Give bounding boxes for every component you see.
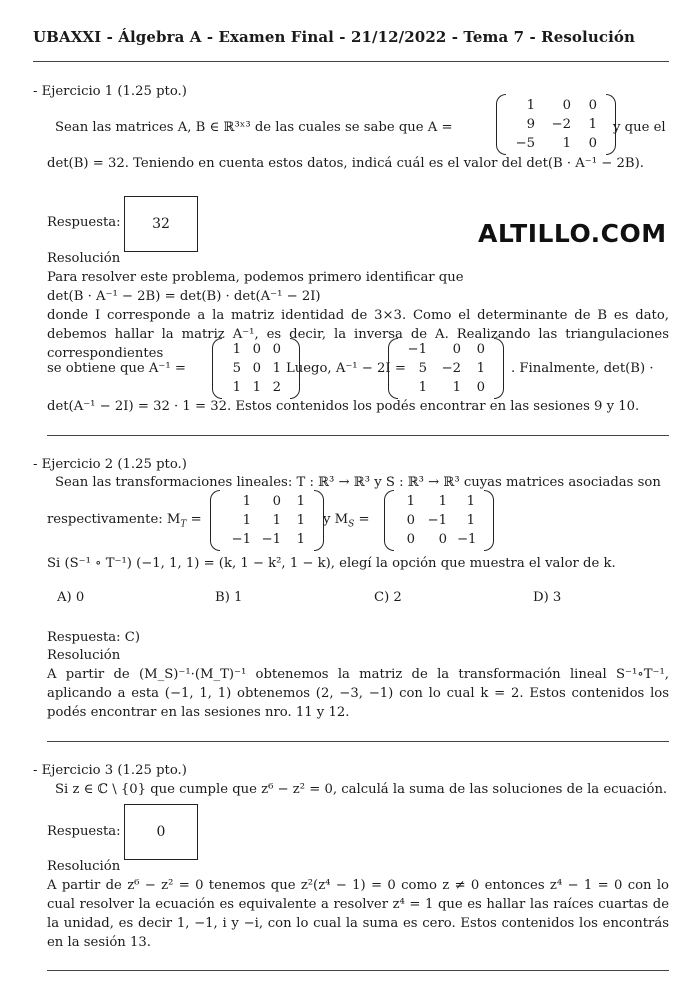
- matrix-a-inverse-minus-2i-cell: 1: [418, 380, 427, 395]
- matrix-a-inverse-cell: 5: [232, 361, 241, 376]
- ex1-answer-label: Respuesta:: [47, 215, 121, 230]
- ex2-ms-prefix: y M: [323, 512, 349, 527]
- matrix-a-inverse-cell: 0: [252, 361, 261, 376]
- ex1-resolution-line3: donde I corresponde a la matriz identidad de 3×3. Como el determinante de B es dato, debemos hallar la matriz A⁻¹, es decir, la inversa de A. Realizando las triangulaciones correspondientes: [47, 308, 669, 361]
- matrix-ms-cell: 1: [466, 513, 475, 528]
- matrix-mt-cell: 0: [272, 494, 281, 509]
- matrix-a-cell: 0: [588, 136, 597, 151]
- option-d: D) 3: [533, 590, 562, 605]
- matrix-a-inverse-minus-2i-cell: 0: [452, 342, 461, 357]
- matrix-ms-cell: 0: [406, 532, 415, 547]
- ex2-statement-c: Si (S⁻¹ ∘ T⁻¹) (−1, 1, 1) = (k, 1 − k², 1 − k), elegí la opción que muestra el valor de k.: [47, 556, 616, 571]
- watermark-logo: ALTILLO.COM: [478, 219, 667, 248]
- matrix-ms-cell: −1: [427, 513, 447, 528]
- ex1-heading: - Ejercicio 1 (1.25 pto.): [33, 84, 187, 99]
- ex3-resolution-label: Resolución: [47, 859, 121, 874]
- ex3-heading: - Ejercicio 3 (1.25 pto.): [33, 763, 187, 778]
- matrix-a-cell: −2: [551, 117, 571, 132]
- matrix-mt-cell: −1: [261, 532, 281, 547]
- ex2-answer: Respuesta: C): [47, 630, 141, 645]
- ex1-resolution-line2: det(B · A⁻¹ − 2B) = det(B) · det(A⁻¹ − 2I): [47, 289, 321, 304]
- option-b: B) 1: [215, 590, 243, 605]
- matrix-ms-cell: −1: [457, 532, 477, 547]
- matrix-mt-cell: −1: [231, 532, 251, 547]
- section-divider-2: [47, 741, 669, 742]
- matrix-a-inverse-minus-2i-cell: 1: [476, 361, 485, 376]
- matrix-ms: [384, 490, 494, 551]
- matrix-a-inverse-cell: 0: [252, 342, 261, 357]
- ex1-resolution-line4a: se obtiene que A⁻¹ =: [47, 361, 186, 376]
- header-divider: [33, 61, 669, 62]
- ex1-resolution-line1: Para resolver este problema, podemos primero identificar que: [47, 270, 464, 285]
- matrix-ms-cell: 1: [466, 494, 475, 509]
- section-divider-3: [47, 970, 669, 971]
- matrix-mt-cell: 1: [296, 494, 305, 509]
- ex1-resolution-line4c: . Finalmente, det(B) ·: [511, 361, 654, 376]
- ex2-options: [57, 588, 693, 608]
- ex3-resolution-text: A partir de z⁶ − z² = 0 tenemos que z²(z⁴ − 1) = 0 como z ≠ 0 entonces z⁴ − 1 = 0 con lo cual resolver la ecuación es equivalente a resolver z⁴ = 1 que es hallar las raíces cuartas de la unidad, es decir 1, −1, i y −i, con lo cual la suma es cero. Estos contenidos los encontrás en la sesión 13.: [47, 878, 669, 950]
- matrix-a-inverse-minus-2i-cell: 5: [418, 361, 427, 376]
- matrix-a-cell: 0: [588, 98, 597, 113]
- ex1-statement-b: y que el: [613, 120, 666, 135]
- matrix-mt: [210, 490, 324, 551]
- ex2-heading: - Ejercicio 2 (1.25 pto.): [33, 457, 187, 472]
- ex2-statement-b1: [47, 510, 202, 535]
- ex2-ms-eq: =: [354, 512, 370, 527]
- matrix-a-cell: −5: [515, 136, 535, 151]
- matrix-a-inverse-cell: 1: [272, 361, 281, 376]
- ex2-resolution-label: Resolución: [47, 648, 121, 663]
- matrix-a-inverse-minus-2i-cell: 0: [476, 380, 485, 395]
- matrix-a-cell: 9: [526, 117, 535, 132]
- ex3-answer-box: 0: [124, 804, 198, 860]
- matrix-a-inverse-cell: 1: [232, 342, 241, 357]
- matrix-a-cell: 1: [562, 136, 571, 151]
- ex2-mt-eq: =: [186, 512, 202, 527]
- matrix-ms-cell: 0: [438, 532, 447, 547]
- matrix-mt-cell: 1: [272, 513, 281, 528]
- matrix-a-cell: 1: [588, 117, 597, 132]
- matrix-ms-cell: 1: [406, 494, 415, 509]
- matrix-a-inverse-minus-2i-cell: −1: [407, 342, 427, 357]
- matrix-ms-cell: 0: [406, 513, 415, 528]
- matrix-a-cell: 0: [562, 98, 571, 113]
- matrix-mt-cell: 1: [296, 532, 305, 547]
- matrix-a-cell: 1: [526, 98, 535, 113]
- option-c: C) 2: [374, 590, 402, 605]
- ex3-answer-label: Respuesta:: [47, 824, 121, 839]
- matrix-a: [496, 94, 616, 155]
- matrix-mt-cell: 1: [242, 494, 251, 509]
- ex1-statement-c: det(B) = 32. Teniendo en cuenta estos datos, indicá cuál es el valor del det(B · A⁻¹ − 2B).: [47, 156, 644, 171]
- matrix-a-inverse-cell: 2: [272, 380, 281, 395]
- matrix-ms-cell: 1: [438, 494, 447, 509]
- ex1-resolution-line5: det(A⁻¹ − 2I) = 32 · 1 = 32. Estos contenidos los podés encontrar en las sesiones 9 y 10.: [47, 399, 640, 414]
- ex2-resolution-text: A partir de (M_S)⁻¹·(M_T)⁻¹ obtenemos la matriz de la transformación lineal S⁻¹∘T⁻¹, aplicando a esta (−1, 1, 1) obtenemos (2, −3, −1) con lo cual k = 2. Estos contenidos los podés encontrar en las sesiones nro. 11 y 12.: [47, 667, 669, 720]
- ex1-statement-a: Sean las matrices A, B ∈ ℝ³ˣ³ de las cuales se sabe que A =: [55, 120, 453, 135]
- ex2-statement-a: Sean las transformaciones lineales: T : ℝ³ → ℝ³ y S : ℝ³ → ℝ³ cuyas matrices asociadas son: [55, 475, 661, 490]
- matrix-a-inverse-cell: 1: [252, 380, 261, 395]
- page-title: UBAXXI - Álgebra A - Examen Final - 21/12/2022 - Tema 7 - Resolución: [33, 28, 635, 46]
- matrix-a-inverse-minus-2i: [388, 338, 504, 399]
- ex2-statement-b2: [323, 510, 370, 535]
- ex1-resolution-line4b: Luego, A⁻¹ − 2I =: [286, 361, 406, 376]
- ex1-answer-box: 32: [124, 196, 198, 252]
- section-divider: [47, 435, 669, 436]
- ex2-ms-subscript: S: [348, 519, 355, 530]
- matrix-a-inverse-cell: 0: [272, 342, 281, 357]
- ex2-mt-subscript: T: [180, 519, 187, 530]
- matrix-a-inverse-cell: 1: [232, 380, 241, 395]
- matrix-mt-cell: 1: [296, 513, 305, 528]
- matrix-a-inverse-minus-2i-cell: 0: [476, 342, 485, 357]
- matrix-mt-cell: 1: [242, 513, 251, 528]
- option-a: A) 0: [57, 590, 85, 605]
- matrix-a-inverse-minus-2i-cell: −2: [441, 361, 461, 376]
- ex3-statement: Si z ∈ ℂ \ {0} que cumple que z⁶ − z² = 0, calculá la suma de las soluciones de la ecuación.: [55, 782, 668, 797]
- ex2-mt-prefix: respectivamente: M: [47, 512, 181, 527]
- matrix-a-inverse-minus-2i-cell: 1: [452, 380, 461, 395]
- ex1-resolution-label: Resolución: [47, 251, 121, 266]
